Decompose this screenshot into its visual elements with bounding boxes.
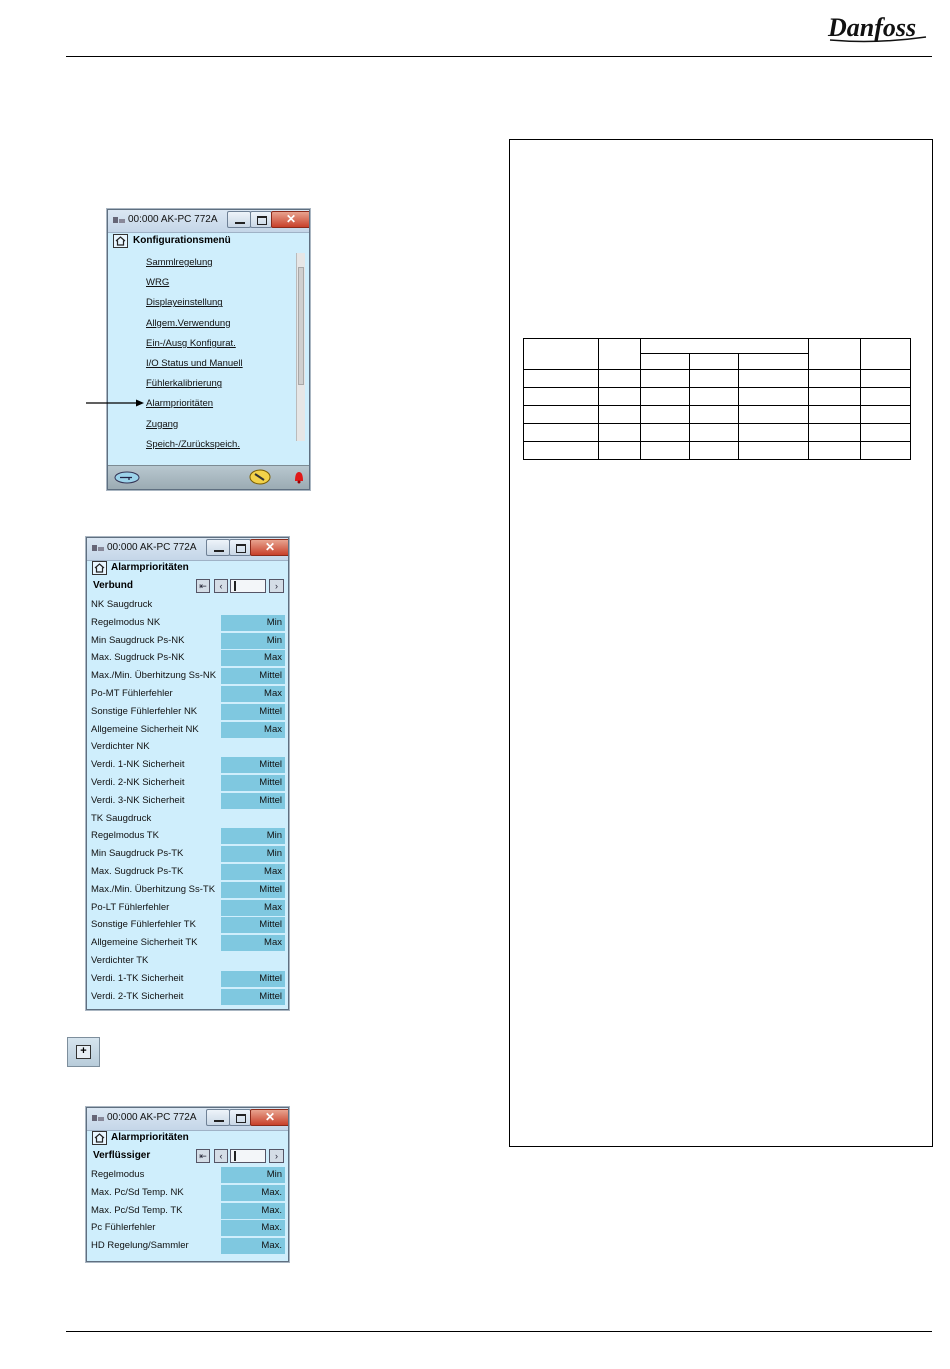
section-label: Verflüssiger	[93, 1150, 151, 1161]
menu-item[interactable]: Speich-/Zurückspeich.	[146, 438, 240, 450]
priority-value[interactable]: Min	[221, 846, 285, 862]
priority-value[interactable]: Max	[221, 900, 285, 916]
priority-value[interactable]: Mittel	[221, 971, 285, 987]
home-button[interactable]	[92, 561, 107, 575]
window-titlebar	[87, 538, 288, 561]
footer-rule	[66, 1331, 932, 1332]
minimize-button[interactable]	[206, 539, 230, 556]
app-icon	[92, 544, 104, 553]
param-label: Max./Min. Überhitzung Ss-TK	[91, 883, 216, 895]
close-icon: ✕	[264, 1110, 276, 1124]
next-group-button[interactable]	[67, 1037, 100, 1067]
minimize-button[interactable]	[227, 211, 251, 228]
table-cell	[861, 339, 911, 370]
priority-value[interactable]: Min	[221, 828, 285, 844]
prev-page-button[interactable]: ‹	[214, 579, 228, 593]
param-label: Po-MT Fühlerfehler	[91, 688, 173, 699]
home-icon	[115, 236, 126, 246]
first-page-button[interactable]: ⇤	[196, 1149, 210, 1163]
param-label: Verdi. 1-NK Sicherheit	[91, 759, 185, 771]
group-label: TK Saugdruck	[91, 812, 152, 824]
param-label: HD Regelung/Sammler	[91, 1240, 189, 1252]
info-panel	[509, 139, 933, 1147]
priority-value[interactable]: Mittel	[221, 775, 285, 791]
home-button[interactable]	[113, 234, 128, 248]
window-heading: Alarmprioritäten	[111, 1132, 189, 1143]
status-bar	[108, 465, 309, 490]
param-label: Max. Sugdruck Ps-NK	[91, 652, 185, 664]
param-label: Min Saugdruck Ps-NK	[91, 634, 185, 646]
priority-value[interactable]: Mittel	[221, 668, 285, 684]
menu-item[interactable]: Displayeinstellung	[146, 297, 223, 309]
param-label: Max. Sugdruck Ps-TK	[91, 866, 184, 877]
pointer-arrow	[86, 398, 146, 408]
priority-value[interactable]: Max.	[221, 1220, 285, 1236]
page-indicator	[230, 579, 266, 593]
close-icon: ✕	[264, 540, 276, 554]
window-heading: Alarmprioritäten	[111, 562, 189, 573]
window-titlebar	[87, 1108, 288, 1131]
maximize-button[interactable]	[229, 539, 251, 556]
home-icon	[94, 1133, 105, 1143]
priority-value[interactable]: Max.	[221, 1185, 285, 1201]
danfoss-logo	[826, 10, 930, 44]
table-cell	[524, 339, 599, 370]
table-row	[524, 406, 911, 424]
window-title: 00:000 AK-PC 772A	[128, 214, 218, 225]
group-label: Verdichter NK	[91, 741, 150, 753]
menu-item[interactable]: I/O Status und Manuell	[146, 358, 243, 369]
priority-value[interactable]: Min	[221, 633, 285, 649]
prev-page-button[interactable]: ‹	[214, 1149, 228, 1163]
priority-value[interactable]: Mittel	[221, 989, 285, 1005]
menu-item[interactable]: Fühlerkalibrierung	[146, 378, 223, 390]
table-row	[524, 388, 911, 406]
plus-icon: +	[76, 1045, 91, 1059]
app-icon	[113, 216, 125, 225]
maximize-button[interactable]	[250, 211, 272, 228]
priority-value[interactable]: Min	[221, 615, 285, 631]
group-label: NK Saugdruck	[91, 599, 153, 610]
priority-value[interactable]: Max.	[221, 1238, 285, 1254]
first-page-button[interactable]: ⇤	[196, 579, 210, 593]
home-icon	[94, 563, 105, 573]
priority-value[interactable]: Mittel	[221, 793, 285, 809]
priority-value[interactable]: Mittel	[221, 882, 285, 898]
next-page-button[interactable]: ›	[269, 1149, 284, 1163]
window-titlebar	[108, 210, 309, 233]
app-icon	[92, 1114, 104, 1123]
table-cell	[599, 339, 641, 370]
alarm-bell-icon[interactable]	[293, 469, 305, 484]
close-icon: ✕	[285, 212, 297, 226]
param-label: Verdi. 2-NK Sicherheit	[91, 777, 185, 788]
param-label: Max./Min. Überhitzung Ss-NK	[91, 670, 217, 682]
param-label: Max. Pc/Sd Temp. TK	[91, 1204, 183, 1216]
param-label: Verdi. 1-TK Sicherheit	[91, 972, 184, 984]
param-label: Min Saugdruck Ps-TK	[91, 848, 184, 860]
param-label: Sonstige Fühlerfehler TK	[91, 919, 196, 931]
table-cell	[809, 339, 861, 370]
param-label: Regelmodus TK	[91, 830, 159, 842]
section-label: Verbund	[93, 580, 134, 591]
param-label: Allgemeine Sicherheit NK	[91, 723, 199, 735]
minimize-button[interactable]	[206, 1109, 230, 1126]
table-row	[524, 442, 911, 460]
table-row	[524, 424, 911, 442]
alarm-priorities-verbund-window	[86, 537, 289, 1010]
close-button[interactable]	[250, 539, 289, 556]
priority-value[interactable]: Mittel	[221, 757, 285, 773]
priority-table	[523, 338, 911, 460]
priority-value[interactable]: Min	[221, 1167, 285, 1183]
param-label: Sonstige Fühlerfehler NK	[91, 705, 198, 717]
priority-value[interactable]: Mittel	[221, 704, 285, 720]
priority-value[interactable]: Max	[221, 935, 285, 951]
key-icon[interactable]	[114, 471, 140, 484]
alarm-priorities-condenser-window	[86, 1107, 289, 1262]
table-cell	[641, 354, 690, 370]
window-title: 00:000 AK-PC 772A	[107, 1112, 197, 1123]
group-label: Verdichter TK	[91, 955, 149, 966]
priority-value[interactable]: Max.	[221, 1203, 285, 1219]
menu-item[interactable]: Zugang	[146, 418, 179, 430]
scrollbar-thumb[interactable]	[298, 267, 304, 385]
page-indicator	[230, 1149, 266, 1163]
table-cell	[739, 354, 809, 370]
window-heading: Konfigurationsmenü	[133, 235, 231, 246]
config-menu-window	[107, 209, 310, 490]
wrench-icon[interactable]	[249, 469, 271, 485]
priority-value[interactable]: Mittel	[221, 917, 285, 933]
param-label: Regelmodus	[91, 1169, 145, 1180]
param-label: Po-LT Fühlerfehler	[91, 901, 170, 913]
param-label: Regelmodus NK	[91, 616, 161, 628]
priority-value[interactable]: Max	[221, 722, 285, 738]
menu-item[interactable]: Sammlregelung	[146, 257, 213, 268]
param-label: Allgemeine Sicherheit TK	[91, 937, 198, 949]
param-label: Max. Pc/Sd Temp. NK	[91, 1186, 184, 1198]
priority-value[interactable]: Max	[221, 686, 285, 702]
window-title: 00:000 AK-PC 772A	[107, 542, 197, 553]
table-cell	[641, 339, 809, 354]
param-label: Pc Fühlerfehler	[91, 1222, 156, 1234]
close-button[interactable]	[250, 1109, 289, 1126]
next-page-button[interactable]: ›	[269, 579, 284, 593]
menu-item[interactable]: WRG	[146, 277, 170, 289]
close-button[interactable]	[271, 211, 310, 228]
home-button[interactable]	[92, 1131, 107, 1145]
table-row	[524, 370, 911, 388]
scrollbar[interactable]	[296, 253, 305, 441]
maximize-button[interactable]	[229, 1109, 251, 1126]
param-label: Verdi. 2-TK Sicherheit	[91, 990, 184, 1002]
menu-item[interactable]: Ein-/Ausg Konfigurat.	[146, 337, 236, 349]
menu-item[interactable]: Alarmprioritäten	[146, 398, 214, 410]
param-label: Verdi. 3-NK Sicherheit	[91, 794, 185, 806]
menu-item[interactable]: Allgem.Verwendung	[146, 317, 231, 329]
table-cell	[690, 354, 739, 370]
header-rule	[66, 56, 932, 57]
priority-value[interactable]: Max	[221, 650, 285, 666]
svg-text:Danfoss: Danfoss	[828, 13, 917, 42]
priority-value[interactable]: Max	[221, 864, 285, 880]
